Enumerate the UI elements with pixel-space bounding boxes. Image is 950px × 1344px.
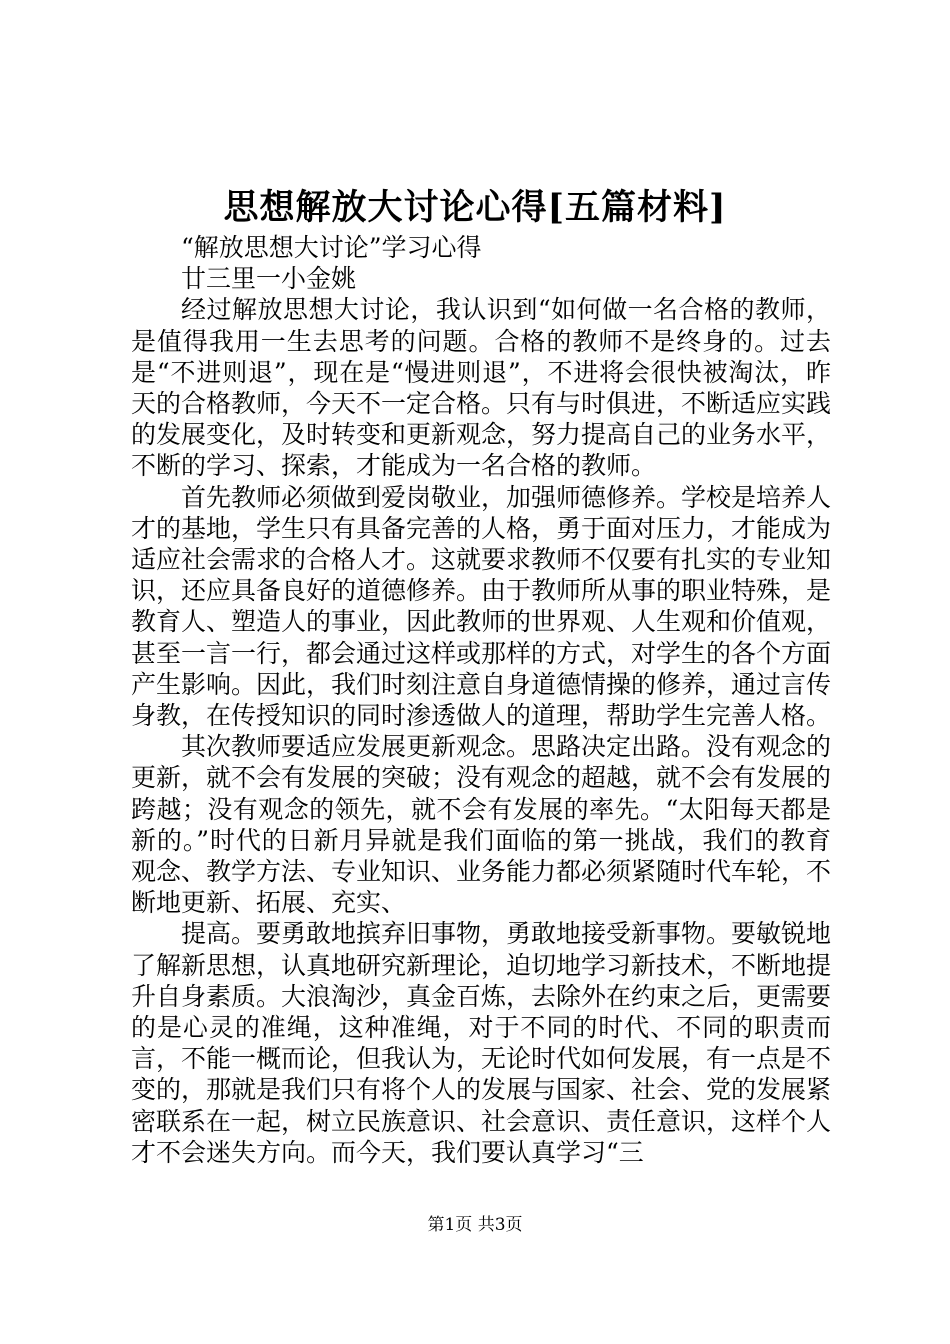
body-paragraph: 经过解放思想大讨论，我认识到“如何做一名合格的教师，是值得我用一生去思考的问题。合格的教师不是终身的。过去是“不进则退”，现在是“慢进则退”，不进将会很快被淘汰，昨天的合格教师，今天不一定合格。只有与时俱进，不断适应实践的发展变化，及时转变和更新观念，努力提高自己的业务水平，不断的学习、探索，才能成为一名合格的教师。: [131, 295, 832, 481]
document-body: [131, 232, 831, 1168]
document-author: 廿三里一小金姚: [181, 264, 357, 294]
document-title: 思想解放大讨论心得[五篇材料]: [223, 187, 727, 228]
body-paragraph: 提高。要勇敢地摈弃旧事物，勇敢地接受新事物。要敏锐地了解新思想，认真地研究新理论，迫切地学习新技术，不断地提升自身素质。大浪淘沙，真金百炼，去除外在约束之后，更需要的是心灵的准绳，这种准绳，对于不同的时代、不同的职责而言，不能一概而论，但我认为，无论时代如何发展，有一点是不变的，那就是我们只有将个人的发展与国家、社会、党的发展紧密联系在一起，树立民族意识、社会意识、责任意识，这样个人才不会迷失方向。而今天，我们要认真学习“三: [131, 919, 832, 1167]
page-number-footer: 第1页 共3页: [427, 1215, 523, 1235]
body-paragraph: 其次教师要适应发展更新观念。思路决定出路。没有观念的更新，就不会有发展的突破；没有观念的超越，就不会有发展的跨越；没有观念的领先，就不会有发展的率先。“太阳每天都是新的。”时代的日新月异就是我们面临的第一挑战，我们的教育观念、教学方法、专业知识、业务能力都必须紧随时代车轮，不断地更新、拓展、充实、: [131, 732, 832, 918]
body-paragraph: 首先教师必须做到爱岗敬业，加强师德修养。学校是培养人才的基地，学生只有具备完善的人格，勇于面对压力，才能成为适应社会需求的合格人才。这就要求教师不仅要有扎实的专业知识，还应具备良好的道德修养。由于教师所从事的职业特殊，是教育人、塑造人的事业，因此教师的世界观、人生观和价值观，甚至一言一行，都会通过这样或那样的方式，对学生的各个方面产生影响。因此，我们时刻注意自身道德情操的修养，通过言传身教，在传授知识的同时渗透做人的道理，帮助学生完善人格。: [131, 482, 832, 731]
document-subtitle: “解放思想大讨论”学习心得: [181, 233, 482, 262]
